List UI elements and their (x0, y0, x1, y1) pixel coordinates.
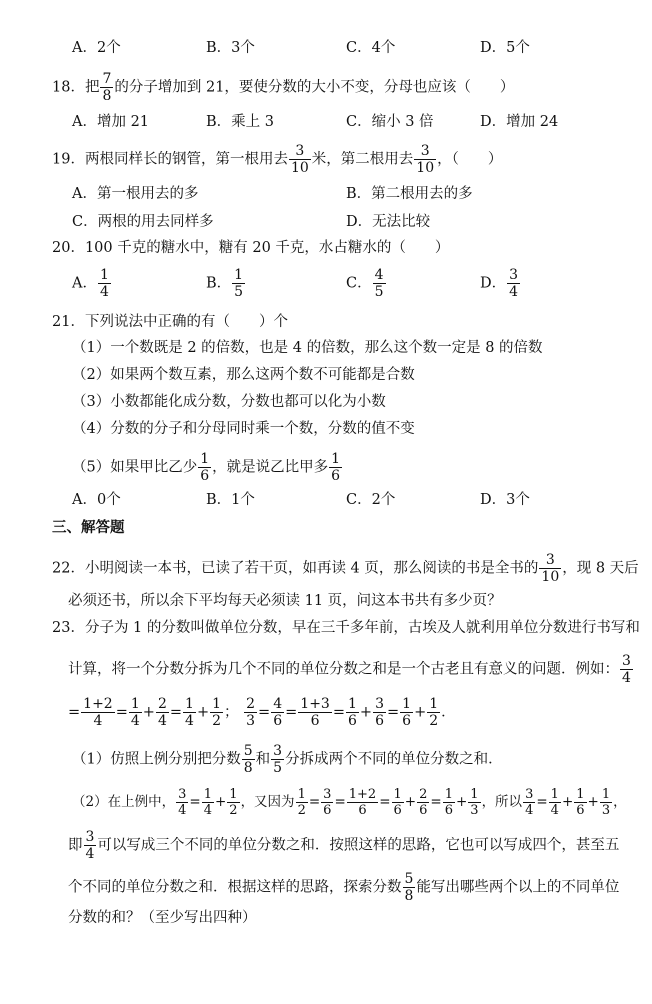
fraction: $\frac{1}{4}$ (130, 696, 140, 729)
q21-item-3: （3）小数都能化成分数，分数也都可以化为小数 (72, 394, 386, 410)
q21-option-a: A．0个 (72, 492, 121, 508)
q19-option-b: B．第二根用去的多 (346, 186, 473, 202)
fraction: $\frac{1}{4}$ (550, 787, 559, 818)
fraction: $\frac{1}{3}$ (470, 787, 479, 818)
q21-option-d: D．3个 (480, 492, 530, 508)
fraction: $\frac{1}{2}$ (229, 787, 238, 818)
fraction: $\frac{3}{4}$ (85, 829, 95, 862)
fraction: $\frac{1}{4}$ (185, 696, 194, 729)
q19-option-c: C．两根的用去同样多 (72, 214, 214, 230)
fraction: $\frac{3}{6}$ (323, 787, 332, 818)
q23-line-1: 23．分子为 1 的分数叫做单位分数，早在三千多年前，古埃及人就利用单位分数进行书写和 (52, 620, 640, 636)
fraction: $\frac{3}{4}$ (178, 787, 187, 818)
q19-stem: 19．两根同样长的钢管，第一根用去 $\frac{3}{10}$ 米，第二根用去 $\frac{3}{10}$ ，（ ） (52, 143, 503, 176)
fraction: $\frac{1}{5}$ (234, 267, 244, 300)
fraction: $\frac{3}{10}$ (290, 143, 309, 176)
fraction: $\frac{2}{3}$ (246, 696, 256, 729)
fraction: $\frac{1}{6}$ (576, 787, 585, 818)
fraction: $\frac{3}{4}$ (509, 267, 519, 300)
q23-part-1: （1）仿照上例分别把分数 $\frac{5}{8}$ 和 $\frac{3}{5}$ 分拆成两个不同的单位分数之和． (72, 743, 503, 776)
q18-stem (52, 72, 514, 103)
section-title: 三、解答题 (52, 519, 125, 536)
fraction: $\frac{1+2}{6}$ (348, 787, 377, 818)
fraction: $\frac{1}{2}$ (297, 787, 306, 818)
q23-line-2: 计算，将一个分数分拆为几个不同的单位分数之和是一个古老且有意义的问题．例如： $\frac{3}{4}$ (68, 653, 631, 686)
fraction: $\frac{1}{6}$ (444, 787, 453, 818)
fraction: $\frac{4}{5}$ (374, 267, 384, 300)
q20-stem: 20．100 千克的糖水中，糖有 20 千克，水占糖水的（ ） (52, 240, 450, 256)
fraction: $\frac{3}{6}$ (375, 696, 384, 729)
q20-option-d: D． $\frac{3}{4}$ (480, 267, 519, 300)
fraction: $\frac{1}{6}$ (200, 451, 210, 484)
q23-part-2-line-3: 个不同的单位分数之和．根据这样的思路，探索分数 $\frac{5}{8}$ 能写出哪些两个以上的不同单位 (68, 871, 620, 904)
q18-option-b: B．乘上 3 (206, 114, 274, 130)
q19-option-d: D．无法比较 (346, 214, 431, 230)
q18-prefix: 18．把 (52, 79, 100, 96)
fraction: $\frac{5}{8}$ (243, 743, 253, 776)
fraction: $\frac{1}{2}$ (429, 696, 439, 729)
fraction: $\frac{5}{8}$ (404, 871, 414, 904)
q19-option-a: A．第一根用去的多 (72, 186, 199, 202)
fraction: $\frac{2}{4}$ (157, 696, 167, 729)
fraction: $\frac{1+2}{4}$ (83, 696, 113, 729)
fraction: $\frac{1}{6}$ (393, 787, 402, 818)
q17-option-c: C．4个 (346, 40, 396, 56)
fraction: $\frac{1}{6}$ (402, 696, 412, 729)
q23-part-2: （2）在上例中， $\frac{3}{4}$ = $\frac{1}{4}$ + $\frac{1}{2}$ ，又因为 $\frac{1}{2}$ = $\frac{3}{6}$ = $\frac{1+2}{6}$ = $\frac{1}{6}$ + $\frac{2}{6}$ = $\frac{1}{6}$ + $\frac{1}{3}$ ，所以 $\frac{3}{4}$ = $\frac{1}{4}$ + $\frac{1}{6}$ + $\frac{1}{3}$ ， (72, 787, 627, 818)
fraction: $\frac{4}{6}$ (273, 696, 283, 729)
fraction: $\frac{3}{4}$ (525, 787, 534, 818)
fraction: $\frac{3}{4}$ (622, 653, 631, 686)
q22-line-1: 22．小明阅读一本书，已读了若干页，如再读 4 页，那么阅读的书是全书的 $\frac{3}{10}$ ，现 8 天后 (52, 552, 639, 585)
q18-option-c: C．缩小 3 倍 (346, 114, 434, 130)
q18-suffix: 的分子增加到 21，要使分数的大小不变，分母也应该（ ） (114, 79, 515, 96)
q21-item-4: （4）分数的分子和分母同时乘一个数，分数的值不变 (72, 421, 415, 437)
q18-option-d: D．增加 24 (480, 114, 559, 130)
fraction: $\frac{1}{6}$ (347, 696, 357, 729)
q21-item-1: （1）一个数既是 2 的倍数，也是 4 的倍数，那么这个数一定是 8 的倍数 (72, 340, 543, 356)
fraction: $\frac{3}{10}$ (541, 552, 560, 585)
q22-line-2: 必须还书，所以余下平均每天必须读 11 页，问这本书共有多少页？ (68, 593, 502, 609)
q23-part-2-line-4: 分数的和？（至少写出四种） (68, 910, 257, 926)
fraction: $\frac{1}{2}$ (212, 696, 222, 729)
q18-option-a: A．增加 21 (72, 114, 150, 130)
fraction: $\frac{3}{10}$ (416, 143, 435, 176)
fraction: $\frac{1}{4}$ (203, 787, 212, 818)
q21-item-2: （2）如果两个数互素，那么这两个数不可能都是合数 (72, 367, 415, 383)
fraction: $\frac{1}{4}$ (99, 267, 109, 300)
q17-option-d: D．5个 (480, 40, 530, 56)
q20-option-c: C． $\frac{4}{5}$ (346, 267, 384, 300)
q20-option-a: A． $\frac{1}{4}$ (72, 267, 109, 300)
fraction: $\frac{1+3}{6}$ (300, 696, 330, 729)
fraction: $\frac{1}{6}$ (331, 451, 341, 484)
q21-option-c: C．2个 (346, 492, 396, 508)
q23-example-equation: = $\frac{1+2}{4}$ = $\frac{1}{4}$ + $\frac{2}{4}$ = $\frac{1}{4}$ + $\frac{1}{2}$ ； $\frac{2}{3}$ = $\frac{4}{6}$ = $\frac{1+3}{6}$ = $\frac{1}{6}$ + $\frac{3}{6}$ = $\frac{1}{6}$ + $\frac{1}{2}$ ． (68, 696, 456, 729)
q17-option-a: A．2个 (72, 40, 121, 56)
fraction: $\frac{7}{8}$ (102, 71, 112, 104)
fraction: $\frac{2}{6}$ (419, 787, 428, 818)
q23-part-2-line-2: 即 $\frac{3}{4}$ 可以写成三个不同的单位分数之和．按照这样的思路，它也可以写成四个，甚至五 (68, 829, 620, 862)
fraction: $\frac{1}{3}$ (601, 787, 611, 818)
q17-option-b: B．3个 (206, 40, 255, 56)
fraction: $\frac{3}{5}$ (273, 743, 283, 776)
q21-option-b: B．1个 (206, 492, 255, 508)
q21-stem: 21．下列说法中正确的有（ ）个 (52, 314, 288, 330)
q21-item-5: （5）如果甲比乙少 $\frac{1}{6}$ ，就是说乙比甲多 $\frac{1}{6}$ (72, 451, 341, 484)
q20-option-b: B． $\frac{1}{5}$ (206, 267, 244, 300)
